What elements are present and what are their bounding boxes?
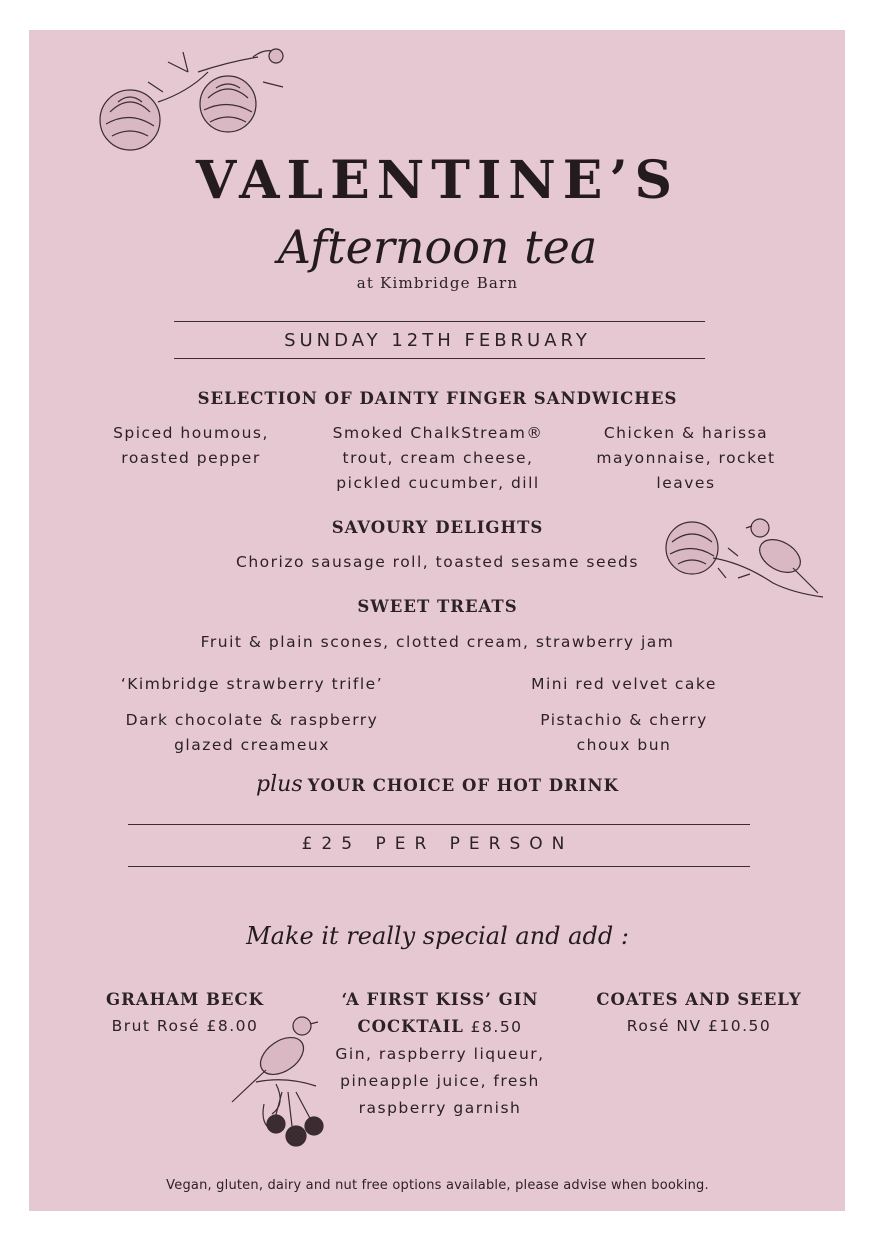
sandwich-line: Smoked ChalkStream® [332,424,544,442]
sweet-line: Dark chocolate & raspberry [125,711,379,729]
addon-detail: Brut Rosé £8.00 [111,1017,259,1035]
sandwich-line: roasted pepper [121,449,261,467]
sandwich-line: mayonnaise, rocket [596,449,776,467]
addon-name: COATES AND SEELY [596,990,802,1009]
sweet-line: Pistachio & cherry [540,711,708,729]
addon-name: GRAHAM BECK [105,990,264,1009]
sandwich-line: Spiced houmous, [113,424,269,442]
sandwich-item [578,421,794,496]
addon-item [588,986,810,1040]
sandwich-line: Chicken & harissa [603,424,769,442]
addons-heading: Make it really special and add : [246,922,629,950]
dietary-note: Vegan, gluten, dairy and nut free options available, please advise when booking. [166,1178,709,1193]
sweet-item: ‘Kimbridge strawberry trifle’ [120,675,384,693]
plus-text: plus [256,772,303,797]
addon-price: £8.50 [470,1018,523,1036]
addon-desc: Gin, raspberry liqueur, [335,1045,545,1063]
addon-name: ‘A FIRST KISS’ GIN [341,990,539,1009]
addon-desc: raspberry garnish [358,1099,522,1117]
sweet-item [484,708,764,758]
addon-detail: Rosé NV £10.50 [626,1017,772,1035]
sweet-item: Mini red velvet cake [531,675,717,693]
sandwich-line: trout, cream cheese, [342,449,534,467]
sandwiches-heading: SELECTION OF DAINTY FINGER SANDWICHES [197,389,678,408]
bird-on-flower-icon [658,508,826,600]
sandwich-line: pickled cucumber, dill [336,474,540,492]
sandwich-item [318,421,558,496]
addon-name: COCKTAIL [357,1017,464,1036]
venue-text: at Kimbridge Barn [356,274,519,292]
divider [128,866,750,867]
divider [174,321,705,322]
sweet-heading: SWEET TREATS [357,597,518,616]
savoury-heading: SAVOURY DELIGHTS [331,518,544,537]
page-title: VALENTINE’S [195,150,680,211]
sweet-line: glazed creameux [174,736,330,754]
savoury-item: Chorizo sausage roll, toasted sesame seeds [236,553,639,571]
sandwich-item [86,421,296,471]
sandwich-line: leaves [656,474,716,492]
divider [128,824,750,825]
peony-flowers-icon [88,42,293,162]
price-text: £25 PER PERSON [301,834,574,854]
hot-drink-line [0,772,875,797]
page-subtitle: Afternoon tea [277,220,598,274]
sweet-line: choux bun [576,736,672,754]
addon-desc: pineapple juice, fresh [340,1072,540,1090]
event-date: SUNDAY 12TH FEBRUARY [284,330,591,351]
hot-drink-text: YOUR CHOICE OF HOT DRINK [307,776,619,795]
bird-on-cherries-icon [226,1012,326,1154]
sweet-item: Fruit & plain scones, clotted cream, strawberry jam [200,633,675,651]
addon-item [308,986,572,1122]
divider [174,358,705,359]
sweet-item [92,708,412,758]
